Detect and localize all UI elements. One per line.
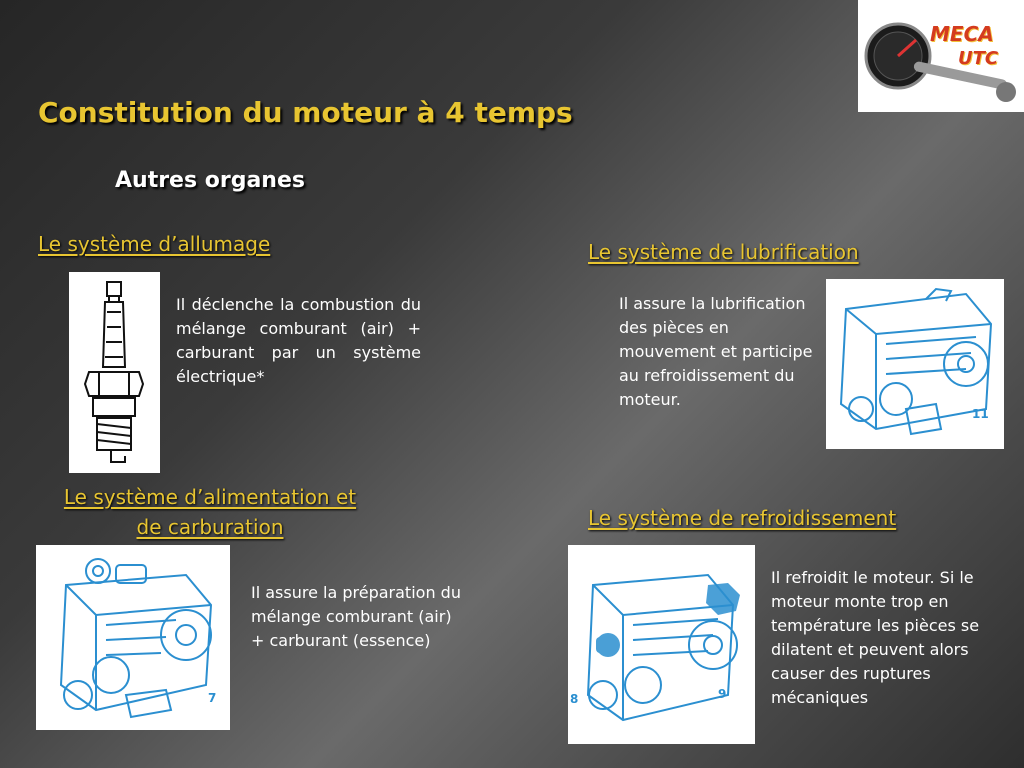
- heading-alimentation: [30, 482, 390, 542]
- engine-refroidissement-image: [568, 545, 755, 744]
- figure-number-11: 11: [972, 407, 989, 421]
- logo-text-meca: MECA: [930, 22, 994, 46]
- text-lubrification: Il assure la lubrification des pièces en mouvement et participe au refroidissement du moteur.: [619, 294, 813, 409]
- spark-plug-image: [69, 272, 160, 473]
- heading-alimentation-line1: Le système d’alimentation et: [63, 485, 357, 509]
- text-refroidissement: Il refroidit le moteur. Si le moteur monte trop en température les pièces se dilatent et peuvent alors causer des ruptures mécaniques: [771, 568, 980, 707]
- text-allumage: Il déclenche la combustion du mélange comburant (air) + carburant par un système électrique*: [176, 295, 421, 386]
- slide-title: Constitution du moteur à 4 temps: [38, 96, 573, 129]
- engine-lubrification-image: [826, 279, 1004, 449]
- figure-number-7: 7: [208, 691, 217, 705]
- logo-text-utc: UTC: [958, 48, 999, 69]
- text-alimentation: Il assure la préparation du mélange comburant (air) + carburant (essence): [251, 583, 461, 650]
- slide-subtitle: Autres organes: [115, 168, 305, 193]
- engine-carburation-image: [36, 545, 230, 730]
- meca-utc-logo: [858, 0, 1024, 112]
- figure-number-9: 9: [718, 687, 727, 701]
- heading-refroidissement: Le système de refroidissement: [588, 506, 897, 530]
- heading-lubrification: Le système de lubrification: [588, 240, 859, 264]
- heading-alimentation-line2: de carburation: [136, 515, 284, 539]
- figure-number-8: 8: [570, 692, 579, 706]
- heading-allumage: Le système d’allumage: [38, 232, 271, 256]
